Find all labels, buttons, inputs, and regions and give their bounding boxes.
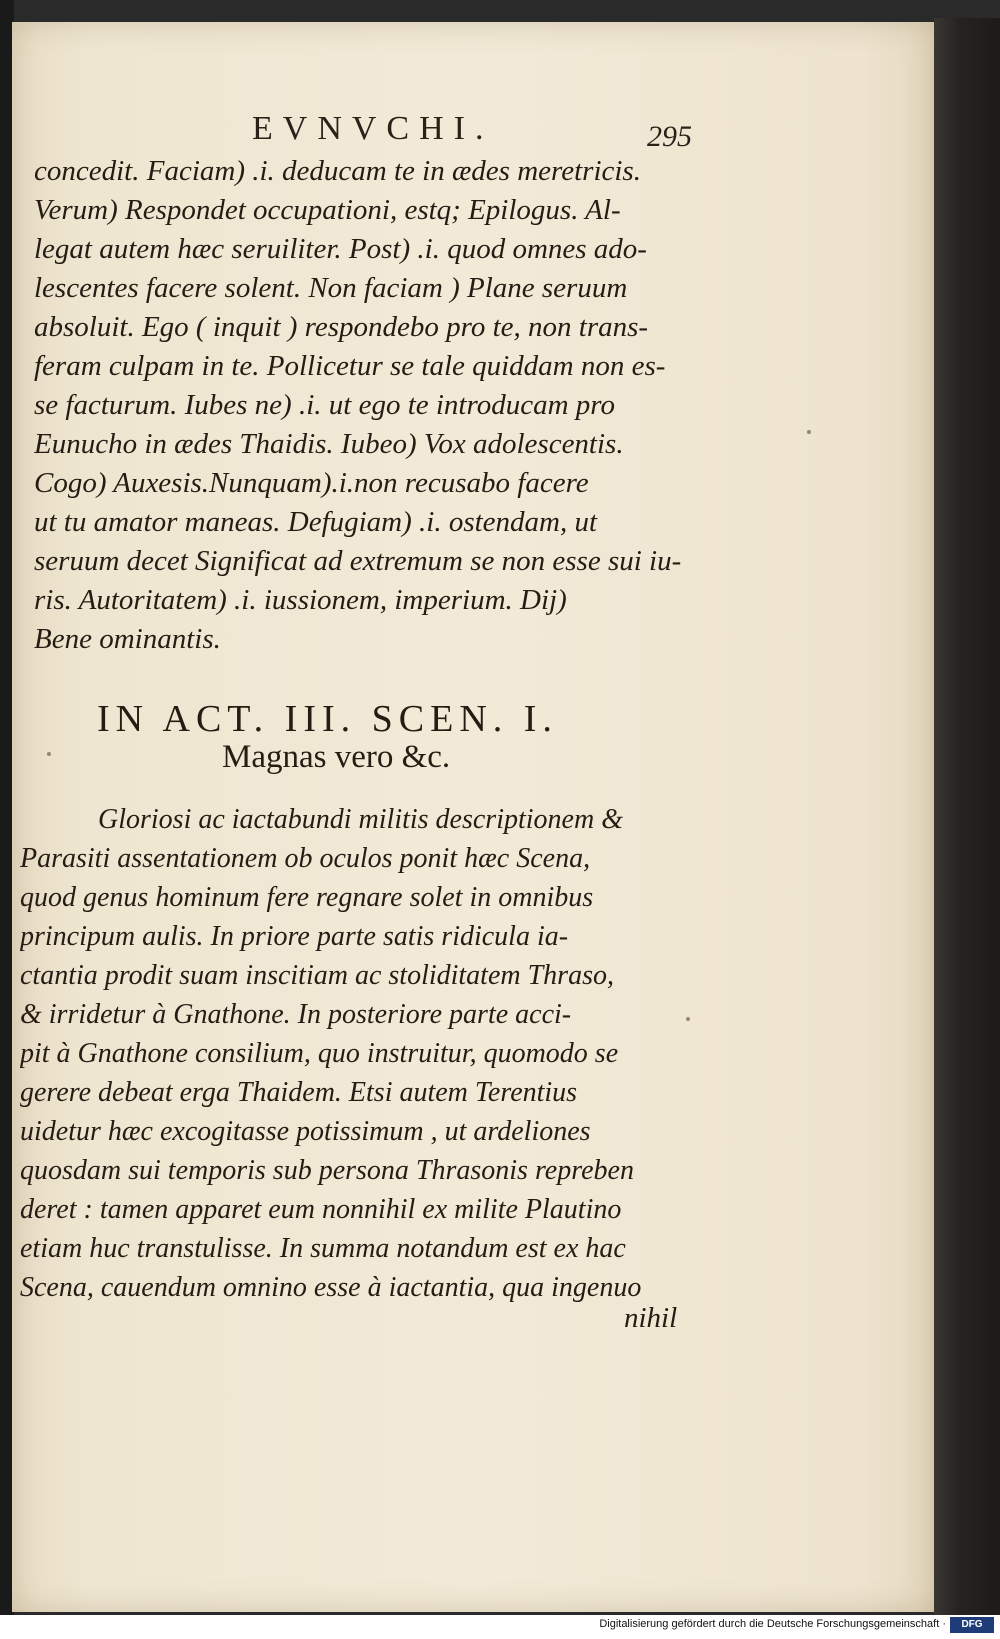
text-line: seruum decet Significat ad extremum se non esse sui iu- xyxy=(34,545,682,577)
text-line: quod genus hominum fere regnare solet in omnibus xyxy=(20,882,594,913)
text-line: se facturum. Iubes ne) .i. ut ego te introducam pro xyxy=(34,389,615,421)
dfg-logo: DFG xyxy=(950,1617,994,1633)
text-line: Gloriosi ac iactabundi militis descriptionem & xyxy=(98,804,623,835)
text-line: ris. Autoritatem) .i. iussionem, imperium. Dij) xyxy=(34,584,567,616)
text-line: etiam huc transtulisse. In summa notandum est ex hac xyxy=(20,1233,626,1264)
text-line: Eunucho in ædes Thaidis. Iubeo) Vox adolescentis. xyxy=(34,428,624,460)
text-line: & irridetur à Gnathone. In posteriore parte acci- xyxy=(20,999,572,1030)
text-line: deret : tamen apparet eum nonnihil ex milite Plautino xyxy=(20,1194,622,1225)
scene-heading: IN ACT. III. SCEN. I. xyxy=(97,698,558,740)
text-line: quosdam sui temporis sub persona Thrasonis repreben xyxy=(20,1155,634,1186)
commentary-block-1 xyxy=(34,152,704,659)
paper-spot xyxy=(47,752,51,756)
text-line: Verum) Respondet occupationi, estq; Epilogus. Al- xyxy=(34,194,621,226)
text-line: ut tu amator maneas. Defugiam) .i. ostendam, ut xyxy=(34,506,598,538)
book-gutter-shadow xyxy=(934,18,1000,1615)
running-head: EVNVCHI. xyxy=(252,110,494,147)
text-line: concedit. Faciam) .i. deducam te in ædes meretricis. xyxy=(34,155,641,187)
text-line: Scena, cauendum omnino esse à iactantia, qua ingenuo xyxy=(20,1272,642,1303)
funding-credit: Digitalisierung gefördert durch die Deutsche Forschungsgemeinschaft · xyxy=(599,1618,946,1630)
page-number: 295 xyxy=(647,120,692,153)
commentary-block-2 xyxy=(20,800,700,1307)
text-line: Cogo) Auxesis.Nunquam).i.non recusabo facere xyxy=(34,467,589,499)
catchword: nihil xyxy=(624,1302,678,1334)
text-line: absoluit. Ego ( inquit ) respondebo pro te, non trans- xyxy=(34,311,649,343)
book-page xyxy=(12,22,934,1612)
text-line: legat autem hæc seruiliter. Post) .i. quod omnes ado- xyxy=(34,233,647,265)
text-line: Parasiti assentationem ob oculos ponit hæc Scena, xyxy=(20,843,591,874)
text-line: lescentes facere solent. Non faciam ) Plane seruum xyxy=(34,272,628,304)
text-line: uidetur hæc excogitasse potissimum , ut ardeliones xyxy=(20,1116,591,1147)
text-line: principum aulis. In priore parte satis ridicula ia- xyxy=(20,921,569,952)
text-line: gerere debeat erga Thaidem. Etsi autem Terentius xyxy=(20,1077,578,1108)
text-line: feram culpam in te. Pollicetur se tale quiddam non es- xyxy=(34,350,666,382)
paper-spot xyxy=(807,430,811,434)
text-line: Bene ominantis. xyxy=(34,623,221,655)
scene-subheading: Magnas vero &c. xyxy=(222,739,451,775)
text-line: ctantia prodit suam inscitiam ac stoliditatem Thraso, xyxy=(20,960,614,991)
page-header xyxy=(12,110,934,156)
footer-bar xyxy=(0,1615,1000,1639)
text-line: pit à Gnathone consilium, quo instruitur, quomodo se xyxy=(20,1038,619,1069)
